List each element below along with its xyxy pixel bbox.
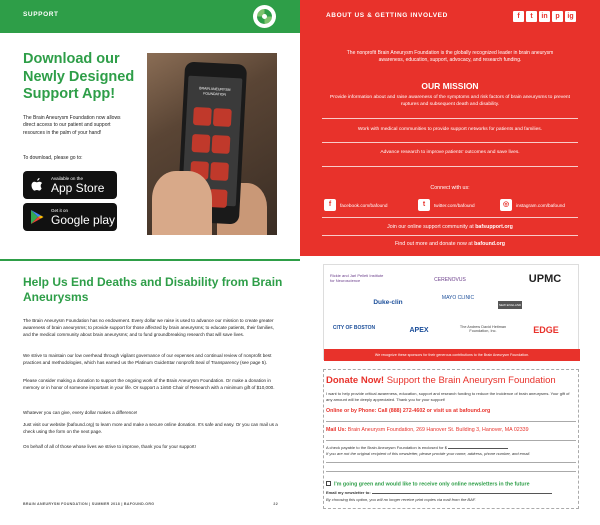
header-social-icons [513, 11, 576, 22]
email-label: Email my newsletter to: [326, 490, 371, 495]
mission-title: OUR MISSION [421, 81, 479, 91]
email-note: By choosing this option, you will no longer receive print copies via mail from the BAF. [326, 497, 476, 502]
about-intro: The nonprofit Brain Aneurysm Foundation is the globally recognized leader in brain aneurysm awareness, education, support, advocacy, and research funding. [346, 50, 554, 64]
page-number: 22 [273, 502, 278, 506]
apple-small-label: Available on the [51, 176, 83, 181]
help-paragraph-3: Please consider making a donation to support the ongoing work of the Brain Aneurysm Foundation. Or make a donation in memory or in honor of someone important in your life. Or support a 1in50 Chair of Research with a minimum gift of $10,000. [23, 378, 275, 390]
linkedin-icon[interactable]: in [539, 11, 550, 22]
connect-divider [322, 217, 578, 218]
support-header [0, 0, 300, 33]
find-out-more [300, 241, 600, 247]
join-link[interactable]: bafsupport.org [475, 224, 513, 230]
join-text: Join our online support community at [387, 224, 476, 230]
sponsor-logo: The Andrew David Heitman Foundation, Inc. [459, 325, 507, 333]
mission-item-2: Work with medical communities to provide support networks for patients and families. [357, 127, 543, 132]
instagram-url: instagram.com/bafound [516, 202, 565, 208]
check-amount-field[interactable] [448, 448, 508, 449]
find-link[interactable]: bafound.org [474, 241, 506, 247]
facebook-icon[interactable]: f [513, 11, 524, 22]
footer-text: BRAIN ANEURYSM FOUNDATION | SUMMER 2018 | BAFOUND.ORG [23, 502, 155, 506]
go-green-option[interactable] [326, 481, 530, 488]
email-field[interactable] [372, 493, 552, 494]
form-divider [326, 440, 576, 441]
pinterest-icon[interactable]: p [552, 11, 563, 22]
go-green-checkbox[interactable] [326, 481, 331, 486]
form-blank-line[interactable] [326, 471, 576, 472]
check-label: A check payable to the Brain Aneurysm Foundation is enclosed for $ [326, 445, 447, 450]
facebook-link[interactable] [324, 199, 387, 211]
apple-icon [30, 177, 44, 198]
app-title: Download our Newly Designed Support App! [23, 51, 135, 102]
foundation-logo-icon [253, 5, 276, 28]
check-note: If you are not the original recipient of this newsletter, please provide your name, address, phone number, and email. [326, 451, 531, 456]
donate-title-rest: Support the Brain Aneurysm Foundation [384, 375, 556, 386]
about-header [300, 0, 600, 33]
sponsor-logo: Duke-clin [373, 299, 403, 306]
check-line [326, 445, 576, 451]
google-play-icon [30, 209, 44, 230]
donate-mail-label: Mail Us: [326, 427, 348, 433]
donate-title-bold: Donate Now! [326, 375, 385, 386]
sponsor-logo: CERENOVUS [434, 277, 466, 283]
find-text: Find out more and donate now at [394, 241, 475, 247]
app-tile [210, 162, 229, 181]
section-divider [0, 259, 300, 261]
sponsor-logo: MAYO CLINIC [441, 295, 475, 301]
form-divider [326, 421, 576, 422]
email-line [326, 490, 576, 496]
connect-label: Connect with us: [430, 185, 470, 191]
app-tile [193, 107, 212, 126]
facebook-url: facebook.com/bafound [340, 202, 388, 208]
mission-divider [322, 142, 578, 143]
donate-online [326, 408, 576, 414]
help-title: Help Us End Deaths and Disability from Brain Aneurysms [23, 275, 283, 304]
sponsor-logo: NEW ENGLAND [498, 303, 522, 307]
donate-mail [326, 427, 576, 433]
go-green-label: I'm going green and would like to receive only online newsletters in the future [334, 481, 530, 488]
google-small-label: Get it on [51, 208, 69, 213]
instagram-icon: ◎ [500, 199, 512, 211]
sponsor-logo: CITY OF BOSTON [332, 325, 376, 331]
help-paragraph-6: On behalf of all of those whose lives we strive to improve, thank you for your support! [23, 444, 196, 449]
about-panel [300, 33, 600, 256]
twitter-link[interactable] [418, 199, 475, 211]
help-paragraph-4: Whatever you can give, every dollar makes a difference! [23, 410, 138, 415]
header-label: ABOUT US & GETTING INVOLVED [326, 12, 448, 19]
mission-item-1: Provide information about and raise awareness of the symptoms and risk factors of brain aneurysms to prevent ruptures and subsequent death and disability. [329, 95, 571, 108]
facebook-icon: f [324, 199, 336, 211]
download-prompt: To download, please go to: [23, 155, 83, 161]
phone-screen-title: BRAIN ANEURYSM FOUNDATION [199, 86, 231, 97]
thumb-shape [152, 171, 212, 235]
sponsors-panel [323, 264, 579, 360]
instagram-icon[interactable]: ig [565, 11, 576, 22]
donate-mail-address: Brain Aneurysm Foundation, 269 Hanover St. Building 3, Hanover, MA 02339 [347, 427, 529, 433]
twitter-icon[interactable]: t [526, 11, 537, 22]
twitter-url: twitter.com/bafound [434, 202, 475, 208]
sponsor-logo: Rickie and Jarl Pelleti Institute for Neuroscience [330, 273, 384, 283]
app-tile [213, 108, 232, 127]
app-tile [192, 134, 211, 153]
help-paragraph-2: We strive to maintain our low overhead through vigilant governance of our expenses and continual review of nonprofit best practices and methodologies, which has earned us the Platinum GuideStar nonprofit Seal of Transparency (see page 5). [23, 353, 272, 365]
mission-divider [322, 166, 578, 167]
donate-online-detail: Call (888) 272-4602 or visit us at bafound.org [377, 408, 491, 414]
help-paragraph-5: Just visit our website (bafound.org) to learn more and make a secure online donation. It's safe and easy. Or you can mail us a check using the form on the next page. [23, 422, 278, 434]
mission-divider [322, 118, 578, 119]
donate-online-label: Online or by Phone: [326, 408, 378, 414]
mission-item-3: Advance research to improve patients' outcomes and save lives. [380, 150, 520, 155]
app-store-button[interactable] [23, 171, 117, 199]
google-big-label: Google play [51, 213, 116, 227]
donate-intro: I want to help provide critical awareness, education, support and research funding to reduce the incidence of brain aneurysms. Your gift of any amount will be deeply appreciated. Thank you for your support! [326, 391, 570, 402]
right-page [300, 0, 600, 525]
instagram-link[interactable] [500, 199, 565, 211]
app-description: The Brain Aneurysm Foundation now allows direct access to our patient and support resources in the palm of your hand! [23, 115, 121, 136]
twitter-icon: t [418, 199, 430, 211]
page-footer [23, 502, 278, 506]
donation-form [323, 369, 579, 509]
join-community [300, 224, 600, 230]
phone-photo [147, 53, 277, 235]
apple-big-label: App Store [51, 181, 105, 195]
sponsor-logo: EDGE [533, 325, 559, 335]
app-tile [211, 135, 230, 154]
google-play-button[interactable] [23, 203, 117, 231]
sponsor-thanks: We recognize these sponsors for their generous contributions to the Brain Aneurysm Foundation. [324, 349, 580, 361]
header-label: SUPPORT [23, 11, 59, 18]
help-paragraph-1: The Brain Aneurysm Foundation has no endowment. Every dollar we raise is used to advance our mission to create greater awareness of brain aneurysms; to provide support for those affected by brain aneurysms; to educate patients, their families, and the medical community about brain aneurysms; and to fund groundbreaking research that will save lives. [23, 318, 274, 337]
form-blank-line[interactable] [326, 462, 576, 463]
donate-title [326, 375, 556, 386]
join-divider [322, 235, 578, 236]
sponsor-logo: UPMC [528, 273, 562, 285]
sponsor-logo: APEX [409, 327, 429, 334]
